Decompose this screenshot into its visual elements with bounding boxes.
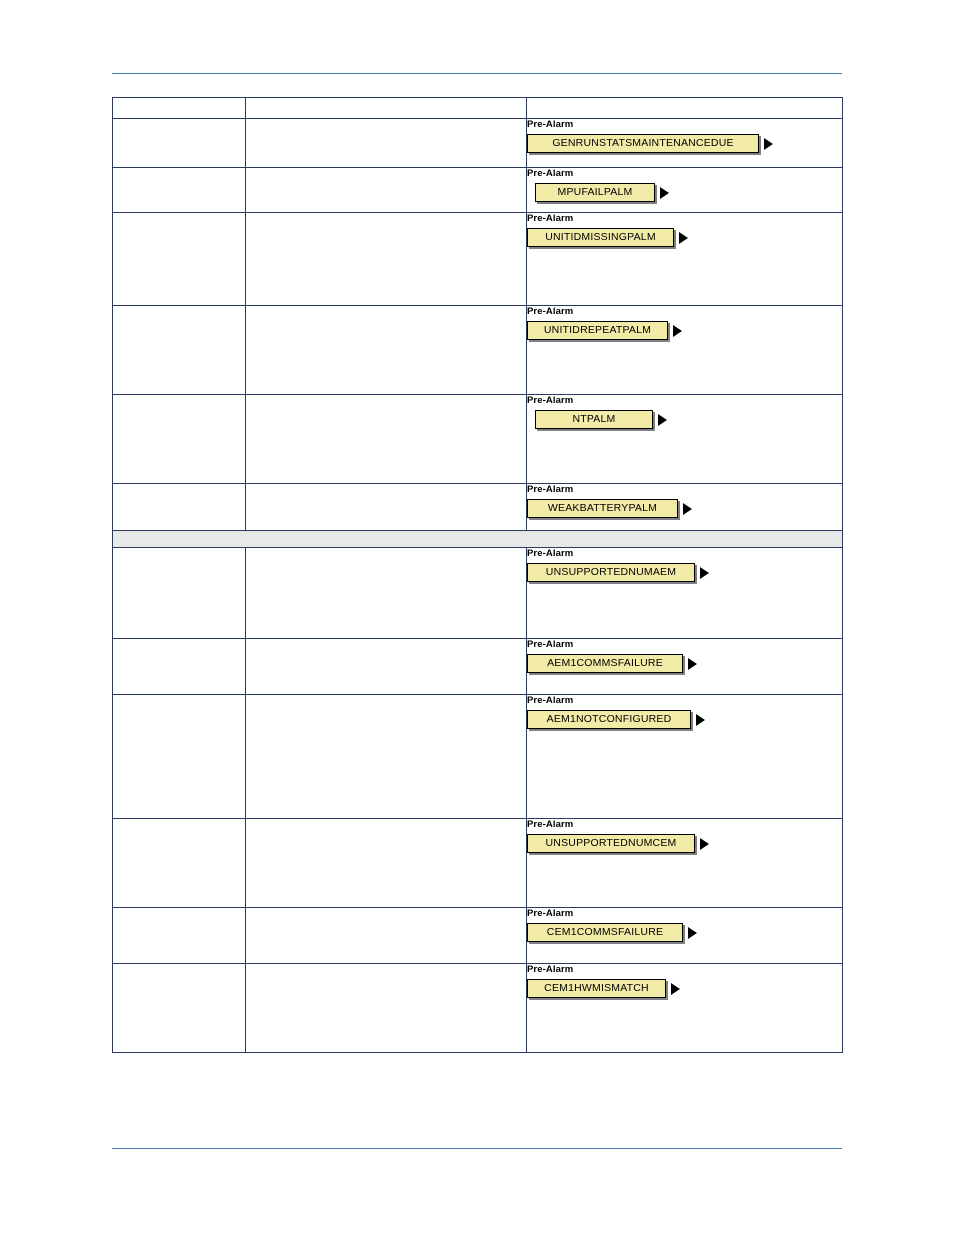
table-cell-description	[246, 964, 527, 1053]
table-cell-alarm	[527, 484, 843, 531]
table-cell-alarm	[527, 213, 843, 306]
table-cell-name	[113, 213, 246, 306]
table-cell-alarm	[527, 695, 843, 819]
alarm-tag-name[interactable]: UNSUPPORTEDNUMAEM	[527, 563, 695, 582]
pre-alarm-label: Pre-Alarm	[527, 119, 574, 130]
table-cell-alarm	[527, 395, 843, 484]
table-row	[113, 819, 843, 908]
table-cell-alarm	[527, 819, 843, 908]
pre-alarm-label: Pre-Alarm	[527, 639, 574, 650]
pre-alarm-label: Pre-Alarm	[527, 819, 574, 830]
table-cell-description	[246, 548, 527, 639]
pre-alarm-label: Pre-Alarm	[527, 695, 574, 706]
table-cell-name	[113, 908, 246, 964]
table-cell-alarm	[527, 119, 843, 168]
table-row	[113, 119, 843, 168]
alarm-tag-widget[interactable]	[527, 134, 773, 153]
table-row	[113, 695, 843, 819]
header-rule	[112, 73, 842, 74]
table-row	[113, 98, 843, 119]
table-cell-description	[246, 119, 527, 168]
pre-alarm-label: Pre-Alarm	[527, 908, 574, 919]
table-cell-description	[246, 306, 527, 395]
table-cell-name	[113, 484, 246, 531]
table-cell-name	[113, 119, 246, 168]
table-row	[113, 306, 843, 395]
table-cell-name	[113, 168, 246, 213]
alarm-tag-widget[interactable]	[527, 563, 709, 582]
play-arrow-icon[interactable]	[688, 927, 697, 939]
alarm-tag-widget[interactable]	[535, 410, 667, 429]
table-row	[113, 908, 843, 964]
table-cell-name	[113, 395, 246, 484]
table-cell-description	[246, 395, 527, 484]
alarm-tag-widget[interactable]	[527, 228, 688, 247]
alarm-table-body	[113, 98, 843, 1053]
play-arrow-icon[interactable]	[658, 414, 667, 426]
play-arrow-icon[interactable]	[671, 983, 680, 995]
pre-alarm-label: Pre-Alarm	[527, 484, 574, 495]
alarm-tag-name[interactable]: UNITIDREPEATPALM	[527, 321, 668, 340]
table-cell-name	[113, 695, 246, 819]
alarm-tag-widget[interactable]	[527, 710, 705, 729]
play-arrow-icon[interactable]	[764, 138, 773, 150]
table-cell-alarm	[527, 548, 843, 639]
table-cell-alarm	[527, 306, 843, 395]
alarm-tag-name[interactable]: MPUFAILPALM	[535, 183, 655, 202]
table-cell-alarm	[527, 908, 843, 964]
table-row	[113, 213, 843, 306]
table-row	[113, 548, 843, 639]
table-row	[113, 964, 843, 1053]
table-cell-description	[246, 98, 527, 119]
table-section-separator	[113, 531, 843, 548]
alarm-tag-widget[interactable]	[527, 321, 682, 340]
table-cell-name	[113, 548, 246, 639]
alarm-tag-name[interactable]: GENRUNSTATSMAINTENANCEDUE	[527, 134, 759, 153]
alarm-tag-name[interactable]: CEM1HWMISMATCH	[527, 979, 666, 998]
play-arrow-icon[interactable]	[688, 658, 697, 670]
table-cell-description	[246, 819, 527, 908]
play-arrow-icon[interactable]	[696, 714, 705, 726]
alarm-tag-widget[interactable]	[527, 834, 709, 853]
table-cell-name	[113, 306, 246, 395]
pre-alarm-label: Pre-Alarm	[527, 548, 574, 559]
table-cell-description	[246, 908, 527, 964]
pre-alarm-label: Pre-Alarm	[527, 168, 574, 179]
alarm-tag-name[interactable]: AEM1NOTCONFIGURED	[527, 710, 691, 729]
alarm-tag-name[interactable]: UNITIDMISSINGPALM	[527, 228, 674, 247]
pre-alarm-label: Pre-Alarm	[527, 395, 574, 406]
play-arrow-icon[interactable]	[700, 838, 709, 850]
alarm-tag-name[interactable]: AEM1COMMSFAILURE	[527, 654, 683, 673]
table-row	[113, 531, 843, 548]
table-cell-alarm	[527, 639, 843, 695]
table-cell-alarm	[527, 98, 843, 119]
alarm-tag-widget[interactable]	[527, 499, 692, 518]
table-row	[113, 395, 843, 484]
table-cell-name	[113, 639, 246, 695]
table-cell-description	[246, 484, 527, 531]
alarm-tag-name[interactable]: NTPALM	[535, 410, 653, 429]
play-arrow-icon[interactable]	[679, 232, 688, 244]
table-cell-description	[246, 213, 527, 306]
table-row	[113, 484, 843, 531]
table-cell-alarm	[527, 964, 843, 1053]
table-cell-name	[113, 98, 246, 119]
table-cell-name	[113, 964, 246, 1053]
table-cell-description	[246, 639, 527, 695]
play-arrow-icon[interactable]	[660, 187, 669, 199]
table-cell-description	[246, 168, 527, 213]
pre-alarm-label: Pre-Alarm	[527, 213, 574, 224]
alarm-tag-name[interactable]: UNSUPPORTEDNUMCEM	[527, 834, 695, 853]
alarm-table	[112, 97, 843, 1053]
alarm-tag-name[interactable]: CEM1COMMSFAILURE	[527, 923, 683, 942]
table-cell-name	[113, 819, 246, 908]
play-arrow-icon[interactable]	[673, 325, 682, 337]
table-cell-description	[246, 695, 527, 819]
table-row	[113, 639, 843, 695]
play-arrow-icon[interactable]	[700, 567, 709, 579]
alarm-tag-widget[interactable]	[527, 923, 697, 942]
alarm-tag-widget[interactable]	[535, 183, 669, 202]
pre-alarm-label: Pre-Alarm	[527, 964, 574, 975]
table-cell-alarm	[527, 168, 843, 213]
alarm-tag-name[interactable]: WEAKBATTERYPALM	[527, 499, 678, 518]
table-row	[113, 168, 843, 213]
alarm-tag-widget[interactable]	[527, 654, 697, 673]
alarm-tag-widget[interactable]	[527, 979, 680, 998]
footer-rule	[112, 1148, 842, 1149]
pre-alarm-label: Pre-Alarm	[527, 306, 574, 317]
play-arrow-icon[interactable]	[683, 503, 692, 515]
